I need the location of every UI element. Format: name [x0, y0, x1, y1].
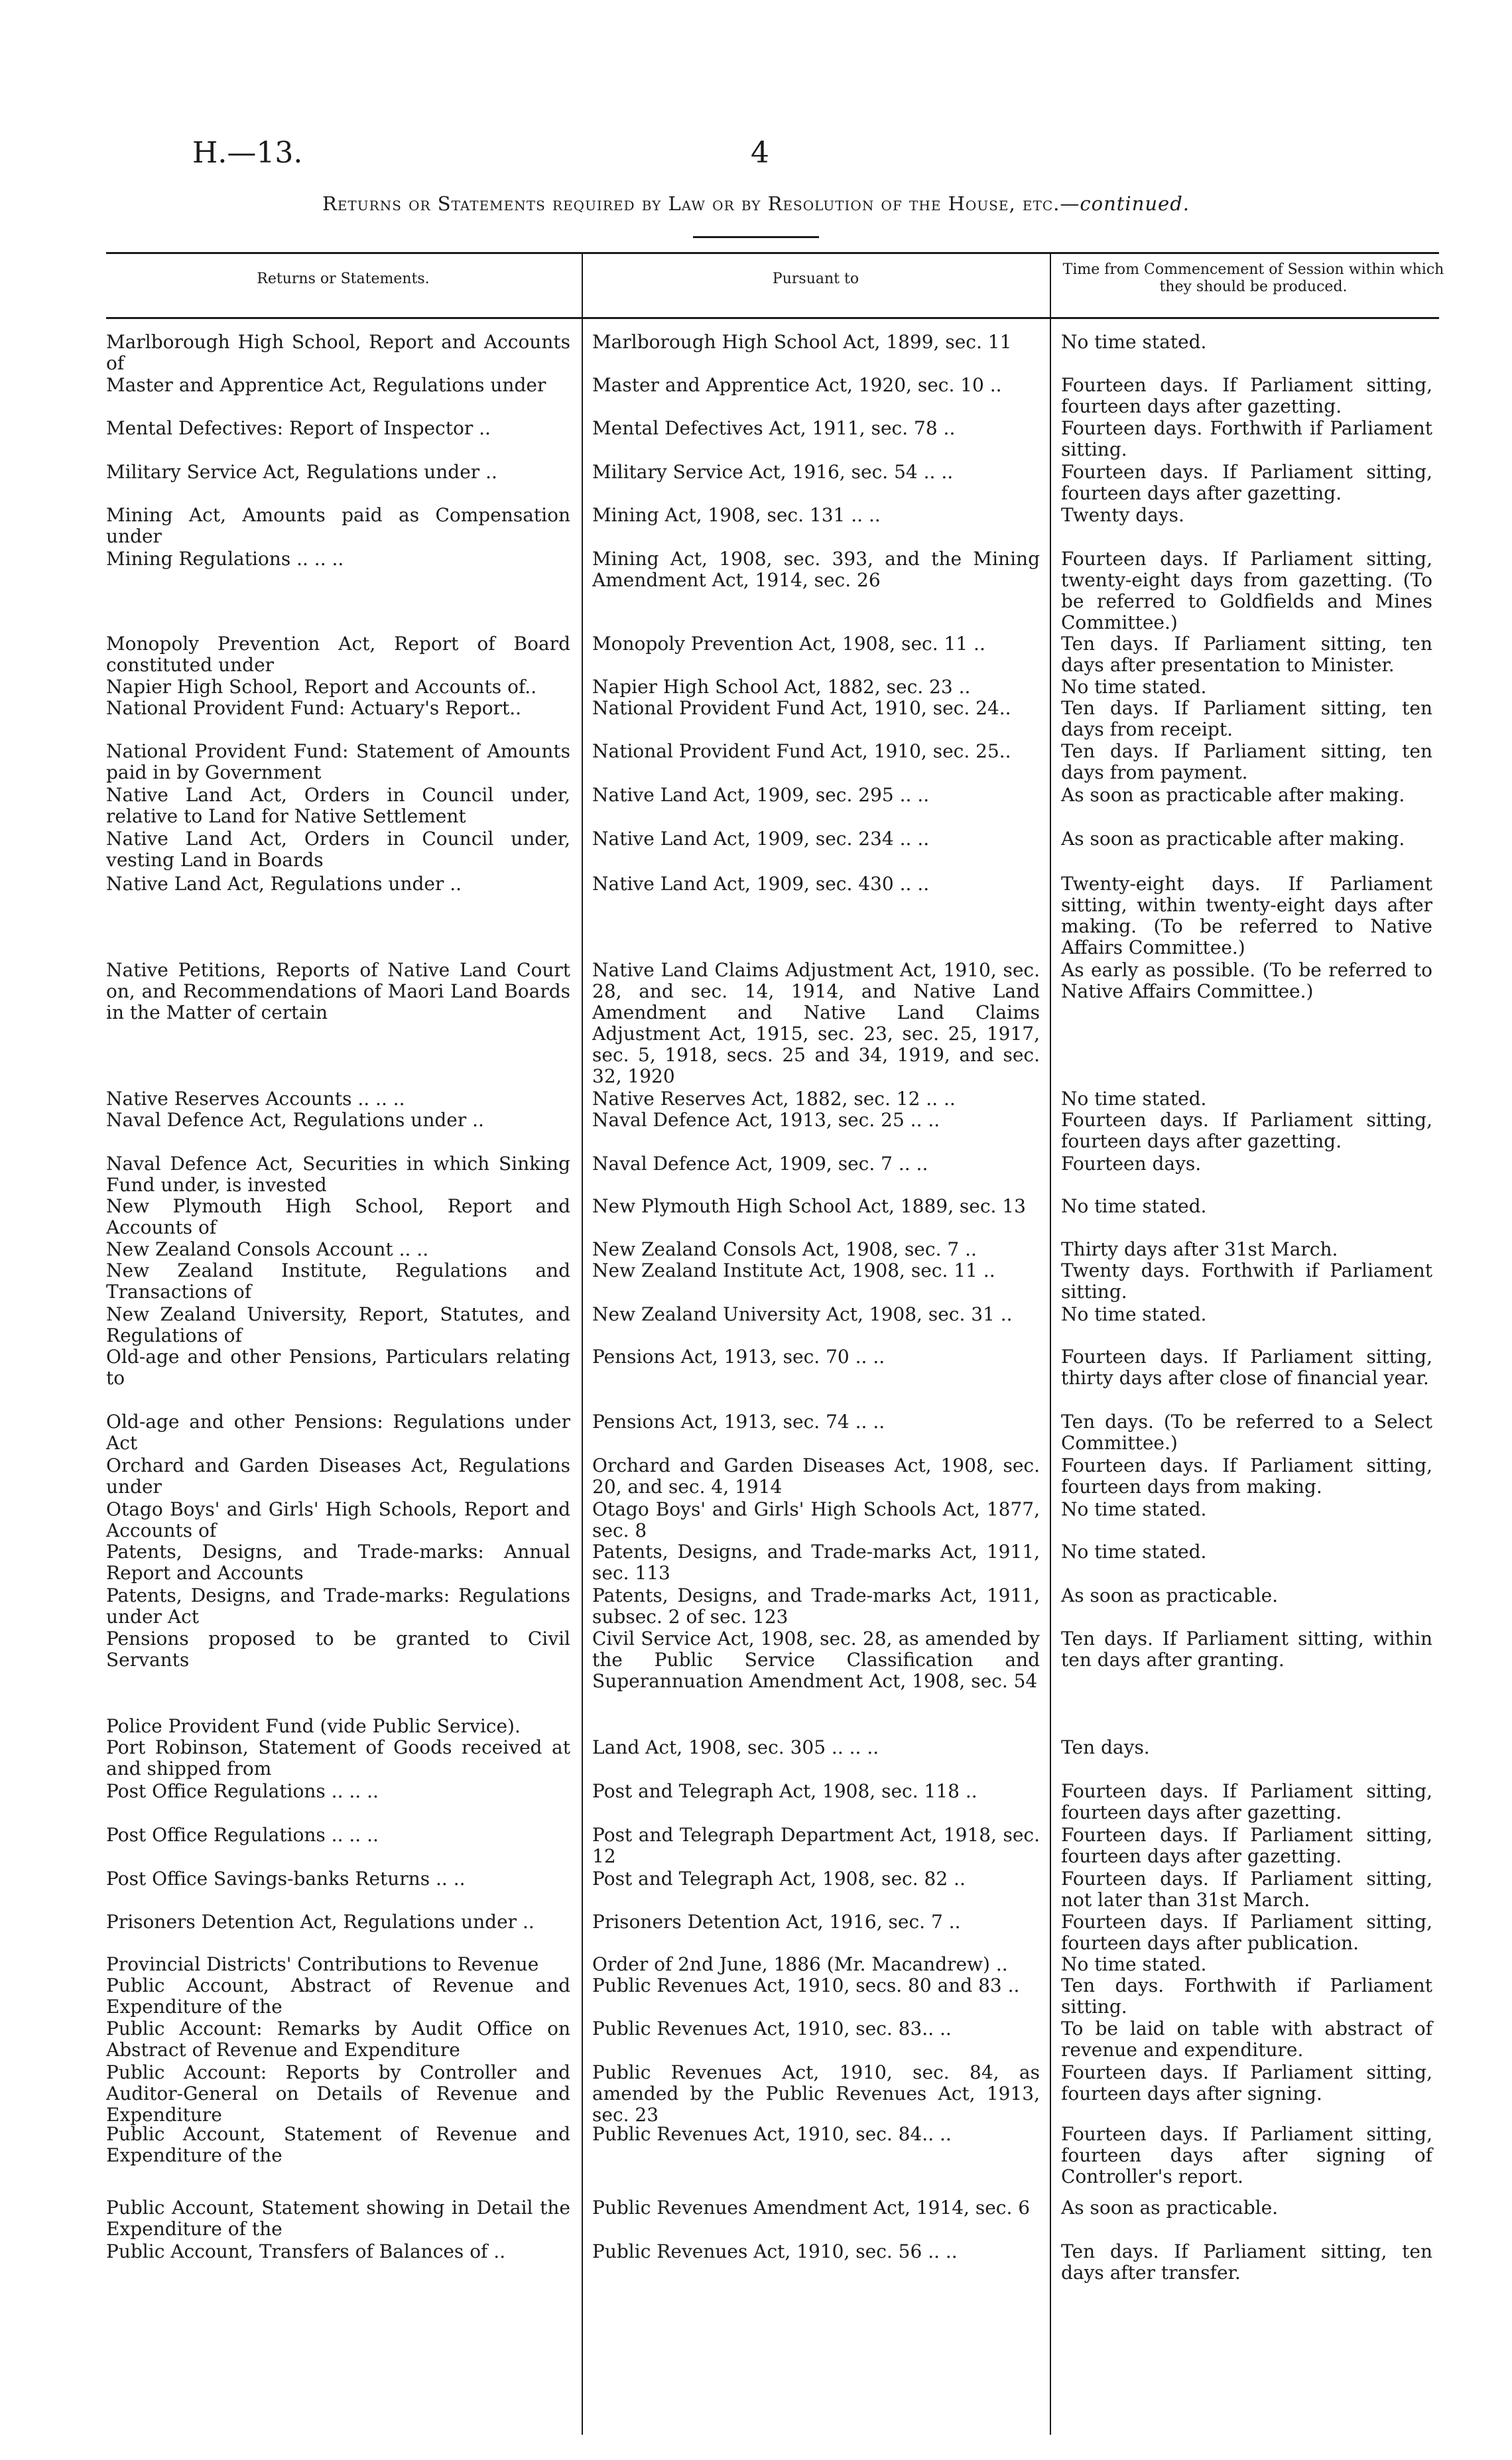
returns-cell-text: New Plymouth High School, Report and Accounts of [106, 1195, 570, 1238]
pursuant-cell [592, 332, 1040, 353]
time-cell [1061, 2124, 1432, 2187]
time-cell-text: As soon as practicable. [1061, 2197, 1279, 2219]
returns-cell [106, 1110, 570, 1131]
pursuant-cell [592, 375, 1040, 396]
pursuant-cell-text: Public Revenues Amendment Act, 1914, sec. 6 [592, 2197, 1031, 2219]
returns-cell [106, 1411, 570, 1454]
column-divider-2 [1050, 254, 1051, 2435]
returns-cell [106, 698, 570, 719]
returns-cell [106, 1868, 570, 1890]
pursuant-cell-text: National Provident Fund Act, 1910, sec. 24.. [592, 697, 1011, 719]
returns-cell-text: Public Account, Statement showing in Detail the Expenditure of the [106, 2197, 570, 2240]
returns-cell-text: Otago Boys' and Girls' High Schools, Report and Accounts of [106, 1498, 570, 1541]
pursuant-cell [592, 677, 1040, 698]
returns-cell [106, 960, 570, 1023]
returns-cell [106, 2241, 570, 2262]
time-cell [1061, 505, 1432, 526]
pursuant-cell-text: Patents, Designs, and Trade-marks Act, 1911, sec. 113 [592, 1541, 1040, 1584]
returns-cell [106, 874, 570, 895]
returns-cell-text: Master and Apprentice Act, Regulations under [106, 374, 546, 396]
pursuant-cell-text: Napier High School Act, 1882, sec. 23 .. [592, 676, 971, 698]
time-cell [1061, 1499, 1432, 1520]
time-cell [1061, 874, 1432, 958]
header-top-rule [106, 252, 1439, 254]
title-rule [693, 236, 819, 238]
pursuant-cell-text: New Zealand Consols Act, 1908, sec. 7 .. [592, 1238, 977, 1260]
time-cell [1061, 549, 1432, 633]
pursuant-cell [592, 1260, 1040, 1281]
returns-cell [106, 505, 570, 547]
returns-cell [106, 1628, 570, 1671]
time-cell [1061, 1455, 1432, 1498]
returns-cell-text: Napier High School, Report and Accounts of.. [106, 676, 537, 698]
returns-cell [106, 2197, 570, 2240]
time-cell [1061, 698, 1432, 740]
returns-cell [106, 1737, 570, 1780]
returns-cell-text: New Zealand Consols Account .. .. [106, 1238, 429, 1260]
pursuant-cell [592, 1825, 1040, 1867]
time-cell-text: Fourteen days. Forthwith if Parliament sitting. [1061, 417, 1432, 460]
time-cell-text: No time stated. [1061, 1953, 1207, 1975]
returns-cell [106, 375, 570, 396]
returns-cell-text: Public Account, Statement of Revenue and Expenditure of the [106, 2123, 570, 2166]
pursuant-cell [592, 1455, 1040, 1498]
returns-cell-text: Port Robinson, Statement of Goods received at and shipped from [106, 1736, 570, 1780]
returns-cell-text: Patents, Designs, and Trade-marks: Regulations under Act [106, 1585, 570, 1628]
returns-cell [106, 1499, 570, 1541]
time-cell-text: Ten days. If Parliament sitting, within ten days after granting. [1061, 1628, 1432, 1671]
time-cell [1061, 1628, 1432, 1671]
time-cell-text: Ten days. If Parliament sitting, ten days from receipt. [1061, 697, 1432, 740]
page-title [0, 192, 1512, 215]
pursuant-cell-text: Native Reserves Act, 1882, sec. 12 .. .. [592, 1088, 956, 1110]
time-cell-text: No time stated. [1061, 1541, 1207, 1563]
time-cell [1061, 462, 1432, 504]
column-header-time: Time from Commencement of Session within which they should be produced. [1062, 261, 1444, 295]
returns-cell [106, 677, 570, 698]
pursuant-cell-text: Native Land Act, 1909, sec. 430 .. .. [592, 873, 930, 895]
time-cell-text: Twenty days. [1061, 504, 1184, 526]
returns-cell-text: Patents, Designs, and Trade-marks: Annual Report and Accounts [106, 1541, 570, 1584]
time-cell-text: Fourteen days. If Parliament sitting, fourteen days after gazetting. [1061, 374, 1432, 417]
pursuant-cell-text: Post and Telegraph Act, 1908, sec. 118 .. [592, 1780, 977, 1802]
returns-cell-text: Post Office Regulations .. .. .. [106, 1824, 379, 1846]
pursuant-cell-text: Public Revenues Act, 1910, sec. 83.. .. [592, 2018, 952, 2039]
returns-cell [106, 2018, 570, 2061]
time-cell [1061, 1737, 1432, 1758]
time-cell-text: Fourteen days. If Parliament sitting, fourteen days after gazetting. [1061, 1824, 1432, 1867]
returns-cell-text: Native Petitions, Reports of Native Land Court on, and Recommendations of Maori Land Boards in the Matter of certain [106, 959, 570, 1023]
time-cell-text: To be laid on table with abstract of revenue and expenditure. [1061, 2018, 1432, 2061]
returns-cell [106, 2124, 570, 2166]
returns-cell-text: Old-age and other Pensions, Particulars relating to [106, 1346, 570, 1389]
pursuant-cell-text: Civil Service Act, 1908, sec. 28, as amended by the Public Service Classification and Superannuation Amendment Act, 1908, sec. 54 [592, 1628, 1040, 1692]
returns-cell-text: New Zealand University, Report, Statutes, and Regulations of [106, 1303, 570, 1346]
returns-cell [106, 741, 570, 783]
returns-cell [106, 1541, 570, 1584]
time-cell [1061, 633, 1432, 676]
time-cell [1061, 1825, 1432, 1867]
returns-cell [106, 1196, 570, 1238]
pursuant-cell [592, 1737, 1040, 1758]
time-cell-text: Thirty days after 31st March. [1061, 1238, 1338, 1260]
pursuant-cell-text: Pensions Act, 1913, sec. 70 .. .. [592, 1346, 885, 1368]
time-cell [1061, 2018, 1432, 2061]
time-cell-text: No time stated. [1061, 1303, 1207, 1325]
returns-cell [106, 1088, 570, 1110]
time-cell [1061, 1868, 1432, 1911]
pursuant-cell-text: Land Act, 1908, sec. 305 .. .. .. [592, 1736, 879, 1758]
pursuant-cell-text: Native Land Claims Adjustment Act, 1910, sec. 28, and sec. 14, 1914, and Native Land Amendment and Native Land Claims Adjustment Act, 1915, sec. 23, sec. 25, 1917, sec. 5, 1918, secs. 25 and 34, 1919, and sec. 32, 1920 [592, 959, 1040, 1087]
returns-cell [106, 633, 570, 676]
pursuant-cell-text: Orchard and Garden Diseases Act, 1908, sec. 20, and sec. 4, 1914 [592, 1455, 1040, 1498]
returns-cell [106, 1911, 570, 1933]
returns-cell-text: Post Office Savings-banks Returns .. .. [106, 1868, 466, 1890]
pursuant-cell-text: Post and Telegraph Act, 1908, sec. 82 .. [592, 1868, 966, 1890]
time-cell-text: Fourteen days. If Parliament sitting, fourteen days after gazetting. [1061, 1780, 1432, 1823]
returns-cell-text: Military Service Act, Regulations under .. [106, 461, 497, 483]
pursuant-cell-text: Order of 2nd June, 1886 (Mr. Macandrew) .. [592, 1953, 1008, 1975]
pursuant-cell-text: Native Land Act, 1909, sec. 295 .. .. [592, 784, 930, 806]
returns-cell [106, 1260, 570, 1303]
time-cell-text: Fourteen days. If Parliament sitting, fourteen days after gazetting. [1061, 461, 1432, 504]
time-cell-text: Fourteen days. If Parliament sitting, twenty-eight days from gazetting. (To be referred to Goldfields and Mines Committee.) [1061, 548, 1432, 633]
pursuant-cell [592, 549, 1040, 591]
pursuant-cell-text: Military Service Act, 1916, sec. 54 .. .. [592, 461, 954, 483]
returns-cell-text: Mining Act, Amounts paid as Compensation under [106, 504, 570, 547]
time-cell-text: Fourteen days. If Parliament sitting, fourteen days after publication. [1061, 1911, 1432, 1954]
page-title-continued: continued. [1080, 192, 1190, 215]
pursuant-cell [592, 1088, 1040, 1110]
pursuant-cell-text: Patents, Designs, and Trade-marks Act, 1911, subsec. 2 of sec. 123 [592, 1585, 1040, 1628]
pursuant-cell-text: Monopoly Prevention Act, 1908, sec. 11 .. [592, 633, 985, 655]
returns-cell-text: Public Account: Reports by Controller and Auditor-General on Details of Revenue and Expenditure [106, 2061, 570, 2126]
time-cell [1061, 1088, 1432, 1110]
time-cell-text: Ten days. If Parliament sitting, ten days after presentation to Minister. [1061, 633, 1432, 676]
time-cell-text: Fourteen days. [1061, 1153, 1202, 1175]
pursuant-cell [592, 698, 1040, 719]
returns-cell [106, 1153, 570, 1196]
time-cell-text: No time stated. [1061, 1195, 1207, 1217]
time-cell-text: As early as possible. (To be referred to Native Affairs Committee.) [1061, 959, 1432, 1002]
pursuant-cell [592, 1585, 1040, 1628]
pursuant-cell [592, 741, 1040, 762]
pursuant-cell-text: National Provident Fund Act, 1910, sec. 25.. [592, 740, 1011, 762]
returns-cell-text: Public Account: Remarks by Audit Office on Abstract of Revenue and Expenditure [106, 2018, 570, 2061]
pursuant-cell [592, 1346, 1040, 1368]
time-cell-text: Fourteen days. If Parliament sitting, fourteen days after signing. [1061, 2061, 1432, 2104]
returns-cell-text: Marlborough High School, Report and Accounts of [106, 331, 570, 374]
time-cell-text: No time stated. [1061, 1088, 1207, 1110]
returns-cell-text: New Zealand Institute, Regulations and Transactions of [106, 1260, 570, 1303]
pursuant-cell-text: Post and Telegraph Department Act, 1918, sec. 12 [592, 1824, 1040, 1867]
time-cell-text: As soon as practicable after making. [1061, 828, 1405, 850]
returns-cell-text: Native Land Act, Regulations under .. [106, 873, 462, 895]
pursuant-cell-text: New Zealand University Act, 1908, sec. 31 .. [592, 1303, 1013, 1325]
pursuant-cell [592, 1628, 1040, 1692]
pursuant-cell [592, 2062, 1040, 2126]
time-cell-text: Fourteen days. If Parliament sitting, fourteen days after gazetting. [1061, 1109, 1432, 1152]
page-number-left: H.—13. [192, 136, 303, 170]
pursuant-cell [592, 462, 1040, 483]
time-cell [1061, 828, 1432, 850]
pursuant-cell [592, 1499, 1040, 1541]
time-cell [1061, 1781, 1432, 1823]
page-number: 4 [751, 136, 769, 170]
time-cell [1061, 1541, 1432, 1563]
pursuant-cell-text: Master and Apprentice Act, 1920, sec. 10 .. [592, 374, 1002, 396]
pursuant-cell [592, 1110, 1040, 1131]
time-cell-text: Twenty-eight days. If Parliament sitting, within twenty-eight days after making. (To be referred to Native Affairs Committee.) [1061, 873, 1432, 958]
pursuant-cell-text: New Plymouth High School Act, 1889, sec. 13 [592, 1195, 1026, 1217]
returns-cell-text: Naval Defence Act, Securities in which Sinking Fund under, is invested [106, 1153, 570, 1196]
pursuant-cell-text: Marlborough High School Act, 1899, sec. 11 [592, 331, 1012, 353]
time-cell [1061, 2062, 1432, 2104]
pursuant-cell-text: Public Revenues Act, 1910, sec. 84, as amended by the Public Revenues Act, 1913, sec. 23 [592, 2061, 1040, 2126]
pursuant-cell-text: Public Revenues Act, 1910, sec. 56 .. .. [592, 2240, 958, 2262]
pursuant-cell-text: Mining Act, 1908, sec. 393, and the Mining Amendment Act, 1914, sec. 26 [592, 548, 1040, 591]
returns-cell-text: Naval Defence Act, Regulations under .. [106, 1109, 484, 1131]
pursuant-cell [592, 1239, 1040, 1260]
returns-cell [106, 1781, 570, 1802]
time-cell [1061, 1975, 1432, 2018]
time-cell [1061, 1196, 1432, 1217]
time-cell [1061, 1911, 1432, 1954]
pursuant-cell [592, 505, 1040, 526]
time-cell-text: Twenty days. Forthwith if Parliament sitting. [1061, 1260, 1432, 1303]
returns-cell [106, 1455, 570, 1498]
returns-cell-text: Police Provident Fund (vide Public Service). [106, 1715, 521, 1737]
returns-cell-text: Native Land Act, Orders in Council under, relative to Land for Native Settlement [106, 784, 570, 827]
time-cell-text: Fourteen days. If Parliament sitting, thirty days after close of financial year. [1061, 1346, 1432, 1389]
pursuant-cell [592, 828, 1040, 850]
time-cell-text: Ten days. Forthwith if Parliament sitting. [1061, 1974, 1432, 2018]
pursuant-cell-text: Prisoners Detention Act, 1916, sec. 7 .. [592, 1911, 961, 1933]
returns-cell-text: Old-age and other Pensions: Regulations under Act [106, 1411, 570, 1454]
column-divider-1 [582, 254, 583, 2435]
pursuant-cell [592, 1868, 1040, 1890]
pursuant-cell [592, 1954, 1040, 1975]
time-cell-text: As soon as practicable. [1061, 1585, 1279, 1606]
returns-cell [106, 828, 570, 871]
returns-cell-text: Prisoners Detention Act, Regulations under .. [106, 1911, 535, 1933]
pursuant-cell-text: New Zealand Institute Act, 1908, sec. 11 .. [592, 1260, 995, 1281]
returns-cell [106, 1716, 570, 1737]
returns-cell [106, 462, 570, 483]
pursuant-cell-text: Mining Act, 1908, sec. 131 .. .. [592, 504, 881, 526]
time-cell [1061, 785, 1432, 806]
pursuant-cell [592, 785, 1040, 806]
time-cell-text: Fourteen days. If Parliament sitting, not later than 31st March. [1061, 1868, 1432, 1911]
pursuant-cell [592, 1196, 1040, 1217]
time-cell [1061, 1239, 1432, 1260]
time-cell [1061, 960, 1432, 1002]
returns-cell [106, 1304, 570, 1346]
time-cell [1061, 1153, 1432, 1175]
pursuant-cell [592, 1781, 1040, 1802]
returns-cell-text: Native Land Act, Orders in Council under, vesting Land in Boards [106, 828, 570, 871]
time-cell-text: Ten days. (To be referred to a Select Committee.) [1061, 1411, 1432, 1454]
returns-cell-text: National Provident Fund: Statement of Amounts paid in by Government [106, 740, 570, 783]
pursuant-cell [592, 2124, 1040, 2145]
pursuant-cell-text: Pensions Act, 1913, sec. 74 .. .. [592, 1411, 885, 1433]
returns-cell-text: Pensions proposed to be granted to Civil Servants [106, 1628, 570, 1671]
returns-cell [106, 1346, 570, 1389]
returns-cell-text: Mental Defectives: Report of Inspector .. [106, 417, 491, 439]
pursuant-cell-text: Naval Defence Act, 1913, sec. 25 .. .. [592, 1109, 940, 1131]
returns-cell-text: Orchard and Garden Diseases Act, Regulations under [106, 1455, 570, 1498]
pursuant-cell-text: Public Revenues Act, 1910, sec. 84.. .. [592, 2123, 952, 2145]
time-cell [1061, 2197, 1432, 2219]
page-title-main: Returns or Statements required by Law or by Resolution of the House, etc.— [322, 192, 1080, 215]
pursuant-cell [592, 633, 1040, 655]
time-cell [1061, 1346, 1432, 1389]
pursuant-cell [592, 1304, 1040, 1325]
time-cell-text: Ten days. If Parliament sitting, ten days after transfer. [1061, 2240, 1432, 2284]
returns-cell [106, 418, 570, 439]
time-cell-text: Fourteen days. If Parliament sitting, fourteen days after signing of Controller's report. [1061, 2123, 1432, 2187]
returns-cell-text: Provincial Districts' Contributions to Revenue [106, 1953, 539, 1975]
time-cell-text: No time stated. [1061, 676, 1207, 698]
time-cell-text: No time stated. [1061, 1498, 1207, 1520]
pursuant-cell [592, 1153, 1040, 1175]
returns-cell-text: Public Account, Abstract of Revenue and Expenditure of the [106, 1974, 570, 2018]
time-cell [1061, 2241, 1432, 2284]
time-cell [1061, 1110, 1432, 1152]
column-header-returns: Returns or Statements. [257, 271, 430, 287]
time-cell-text: Ten days. If Parliament sitting, ten days from payment. [1061, 740, 1432, 783]
time-cell [1061, 418, 1432, 460]
returns-cell [106, 1825, 570, 1846]
returns-cell [106, 332, 570, 374]
returns-cell-text: National Provident Fund: Actuary's Report.. [106, 697, 522, 719]
returns-cell-text: Mining Regulations .. .. .. [106, 548, 344, 570]
pursuant-cell [592, 1975, 1040, 1996]
returns-cell-text: Monopoly Prevention Act, Report of Board constituted under [106, 633, 570, 676]
pursuant-cell-text: Naval Defence Act, 1909, sec. 7 .. .. [592, 1153, 928, 1175]
pursuant-cell-text: Mental Defectives Act, 1911, sec. 78 .. [592, 417, 956, 439]
pursuant-cell-text: Public Revenues Act, 1910, secs. 80 and 83 .. [592, 1974, 1020, 1996]
time-cell [1061, 375, 1432, 417]
time-cell-text: As soon as practicable after making. [1061, 784, 1405, 806]
time-cell [1061, 741, 1432, 783]
pursuant-cell-text: Otago Boys' and Girls' High Schools Act, 1877, sec. 8 [592, 1498, 1040, 1541]
time-cell-text: Fourteen days. If Parliament sitting, fourteen days from making. [1061, 1455, 1432, 1498]
pursuant-cell [592, 1541, 1040, 1584]
pursuant-cell-text: Native Land Act, 1909, sec. 234 .. .. [592, 828, 930, 850]
pursuant-cell [592, 960, 1040, 1087]
time-cell-text: No time stated. [1061, 331, 1207, 353]
returns-cell [106, 1954, 570, 1975]
time-cell [1061, 1304, 1432, 1325]
time-cell [1061, 677, 1432, 698]
time-cell [1061, 1954, 1432, 1975]
pursuant-cell [592, 2241, 1040, 2262]
returns-cell [106, 785, 570, 827]
pursuant-cell [592, 1411, 1040, 1433]
returns-cell [106, 1239, 570, 1260]
pursuant-cell [592, 874, 1040, 895]
time-cell-text: Ten days. [1061, 1736, 1150, 1758]
returns-cell [106, 1975, 570, 2018]
time-cell [1061, 332, 1432, 353]
time-cell [1061, 1411, 1432, 1454]
returns-cell [106, 2062, 570, 2126]
returns-cell-text: Public Account, Transfers of Balances of .. [106, 2240, 506, 2262]
header-bottom-rule [106, 317, 1439, 319]
pursuant-cell [592, 1911, 1040, 1933]
returns-cell [106, 1585, 570, 1628]
returns-cell-text: Native Reserves Accounts .. .. .. [106, 1088, 405, 1110]
time-cell [1061, 1585, 1432, 1606]
returns-cell [106, 549, 570, 570]
column-header-pursuant: Pursuant to [772, 271, 859, 287]
returns-cell-text: Post Office Regulations .. .. .. [106, 1780, 379, 1802]
pursuant-cell [592, 2018, 1040, 2039]
pursuant-cell [592, 2197, 1040, 2219]
pursuant-cell [592, 418, 1040, 439]
time-cell [1061, 1260, 1432, 1303]
